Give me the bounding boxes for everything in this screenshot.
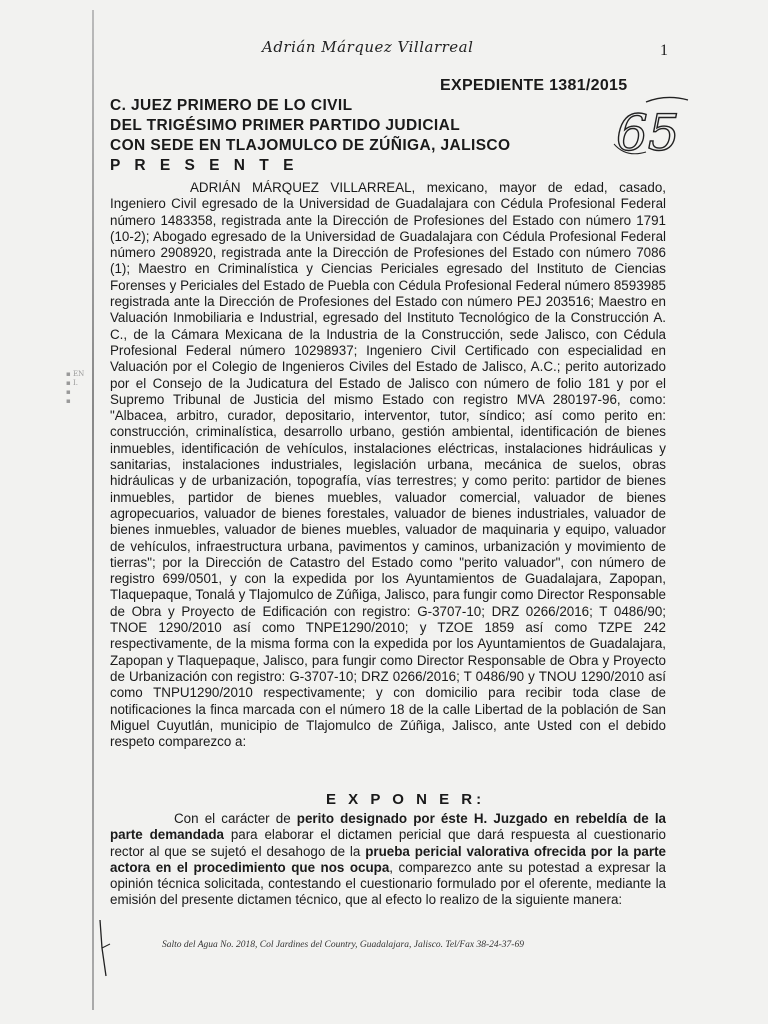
section-title-exponer: E X P O N E R:: [326, 791, 486, 808]
exponer-bold-1: perito designado por éste H. Juzgado en rebeldía de la parte demandada: [110, 811, 667, 843]
addressee-line-2: DEL TRIGÉSIMO PRIMER PARTIDO JUDICIAL: [110, 117, 461, 134]
addressee-block: [110, 96, 630, 176]
exponer-bold-2: prueba pericial valorativa ofrecida por la parte actora en el procedimiento que nos ocupa: [110, 843, 666, 875]
intro-paragraph-text: ADRIÁN MÁRQUEZ VILLARREAL, mexicano, mayor de edad, casado, Ingeniero Civil egresado de la Universidad de Guadalajara con Cédula Profesional Federal número 1483358, registrada ante la Dirección de Profesiones del Estado con número 1791 (10-2); Abogado egresado de la Universidad de Guadalajara con Cédula Profesional Federal número 2908920, registrada ante la Dirección de Profesiones del Estado con número 7086 (1); Maestro en Criminalística y Ciencias Periciales egresado del Instituto de Ciencias Forenses y Periciales del Estado de Puebla con Cédula Profesional Federal número 8593985 registrada ante la Dirección de Profesiones del Estado con número PEJ 203516; Maestro en Valuación Inmobiliaria e Industrial, egresado del Instituto Tecnológico de la Construcción A. C., de la Cámara Mexicana de la Industria de la Construcción, sede Jalisco, con Cédula Profesional Federal número 10298937; Ingeniero Civil Certificado con especialidad en Valuación por el Colegio de Ingenieros Civiles del Estado de Jalisco, A.C.; perito autorizado por el Consejo de la Judicatura del Estado de Jalisco con número de folio 181 y por el Supremo Tribunal de Justicia del mismo Estado con registro MVA 280197-96, como: "Albacea, arbitro, curador, depositario, interventor, tutor, síndico; así como perito en: construcción, criminalística, desarrollo urbano, gestión ambiental, identificación de bienes inmuebles, identificación de vehículos, instalaciones eléctricas, instalaciones hidráulicas y sanitarias, instalaciones industriales, legislación urbana, mecánica de suelos, obras hidráulicas y de urbanización, topografía, vías terrestres; y como perito: partidor de bienes inmuebles, partidor de bienes muebles, valuador comercial, valuador de bienes agropecuarios, valuador de bienes forestales, valuador de bienes industriales, valuador de bienes inmuebles, valuador de bienes muebles, valuador de maquinaria y equipo, valuador de vehículos, infraestructura urbana, pavimentos y caminos, urbanización y movimiento de tierras"; por la Dirección de Catastro del Estado como "perito valuador", con número de registro 699/0501, y con la expedida por los Ayuntamientos de Guadalajara, Zapopan, Tlaquepaque, Tonalá y Tlajomulco de Zúñiga, Jalisco, para fungir como Director Responsable de Obra y Proyecto de Edificación con registro: G-3707-10; DRZ 0266/2016; T 0486/90; TNOE 1290/2010 así como TNPE1290/2010; y TZOE 1859 así como TZPE 242 respectivamente, de la misma forma con la expedida por los Ayuntamientos de Guadalajara, Zapopan y Tlaquepaque, Jalisco, para fungir como Director Responsable de Obra y Proyecto de Urbanización con registro: G-3707-10; DRZ 0266/2016; T 0486/90 y TNOU 1290/2010 así como TNPU1290/2010 respectivamente; y con domicilio para recibir toda clase de notificaciones la finca marcada con el número 18 de la calle Libertad de la población de San Miguel Cuyutlán, municipio de Tlajomulco de Zúñiga, Jalisco, ante Usted con el debido respeto comparezco a:: [110, 180, 666, 750]
letterhead-name: Adrián Márquez Villarreal: [262, 38, 474, 56]
case-number: EXPEDIENTE 1381/2015: [440, 77, 628, 94]
exponer-text-1: Con el carácter de: [174, 811, 297, 826]
faded-stamp-mark: ▪ EN ▪ I. ▪ ▪: [66, 370, 85, 405]
addressee-line-3: CON SEDE EN TLAJOMULCO DE ZÚÑIGA, JALISCO: [110, 137, 511, 154]
scan-edge-line: [92, 10, 94, 1010]
addressee-line-4: P R E S E N T E: [110, 157, 299, 174]
footer-address: Salto del Agua No. 2018, Col Jardines del Country, Guadalajara, Jalisco. Tel/Fax 38-24-37-69: [162, 940, 524, 950]
intro-paragraph: [110, 180, 666, 750]
page-number: 1: [660, 42, 668, 59]
addressee-line-1: C. JUEZ PRIMERO DE LO CIVIL: [110, 97, 353, 114]
exponer-paragraph: [110, 811, 666, 909]
exponer-text-2: para elaborar el dictamen pericial que dará respuesta al cuestionario rector al que se sujetó el desahogo de la: [110, 827, 666, 859]
handwritten-folio-number: 65: [616, 104, 680, 162]
exponer-text-3: , comparezco ante su potestad a expresar la opinión técnica solicitada, contestando el cuestionario formulado por el oferente, mediante la emisión del presente dictamen técnico, que al efecto lo realizo de la siguiente manera:: [110, 859, 666, 908]
margin-check-mark: [96, 918, 116, 978]
exponer-paragraph-text: [110, 811, 666, 909]
